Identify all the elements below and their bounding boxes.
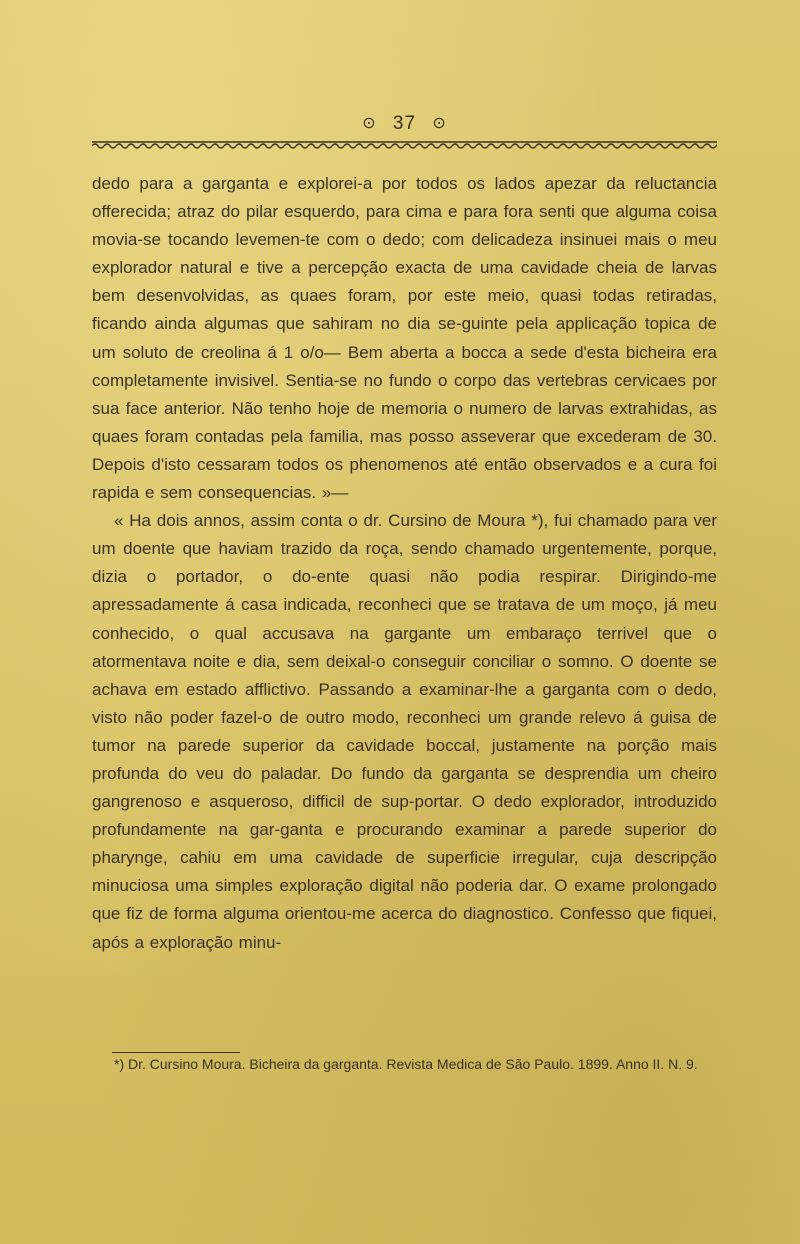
circle-dot-ornament-icon: ⊙ [362,115,377,132]
paragraph: dedo para a garganta e explorei-a por todos os lados apezar da reluctancia offerecida; atraz do pilar esquerdo, para cima e para fora senti que alguma coisa movia-se tocando levemen-te com o dedo; com delicadeza insinuei mais o meu explorador natural e tive a percepção exacta de uma cavidade cheia de larvas bem desenvolvidas, as quaes foram, por este meio, quasi todas retiradas, ficando ainda algumas que sahiram no dia se-guinte pela applicação topica de um soluto de creolina á 1 o/o— Bem aberta a bocca a sede d'esta bicheira era completamente invisivel. Sentia-se no fundo o corpo das vertebras cervicaes por sua face anterior. Não tenho hoje de memoria o numero de larvas extrahidas, as quaes foram contadas pela familia, mas posso asseverar que excederam de 30. Depois d'isto cessaram todos os phenomenos até então observados e a cura foi rapida e sem consequencias. »— [92,174,717,503]
page-header [92,112,717,162]
circle-dot-ornament-icon: ⊙ [432,115,447,132]
footnote-separator [112,1052,240,1053]
body-text [92,170,717,957]
footnote-text: *) Dr. Cursino Moura. Bicheira da garganta. Revista Medica de São Paulo. 1899. Anno II. N. 9. [114,1056,698,1072]
paragraph: « Ha dois annos, assim conta o dr. Cursino de Moura *), fui chamado para ver um doente que haviam trazido da roça, sendo chamado urgentemente, porque, dizia o portador, o do-ente quasi não podia respirar. Dirigindo-me apressadamente á casa indicada, reconheci que se tratava de um moço, já meu conhecido, o qual accusava na gargante um embaraço terrivel que o atormentava noite e dia, sem deixal-o conseguir conciliar o somno. O doente se achava em estado afflictivo. Passando a examinar-lhe a garganta com o dedo, visto não poder fazel-o de outro modo, reconheci um grande relevo á guisa de tumor na parede superior da cavidade boccal, justamente na porção mais profunda do veu do paladar. Do fundo da garganta se desprendia um cheiro gangrenoso e asqueroso, difficil de sup-portar. O dedo explorador, introduzido profundamente na gar-ganta e procurando examinar a parede superior do pharynge, cahiu em uma cavidade de superficie irregular, cuja descripção minuciosa uma simples exploração digital não poderia dar. O exame prolongado que fiz de forma alguma orientou-me acerca do diagnostico. Confesso que fiquei, após a exploração minu- [92,511,717,952]
wavy-ornamental-rule [92,140,717,152]
page-number-row [92,112,717,136]
page-number: 37 [392,113,417,134]
footnote [92,1052,717,1073]
